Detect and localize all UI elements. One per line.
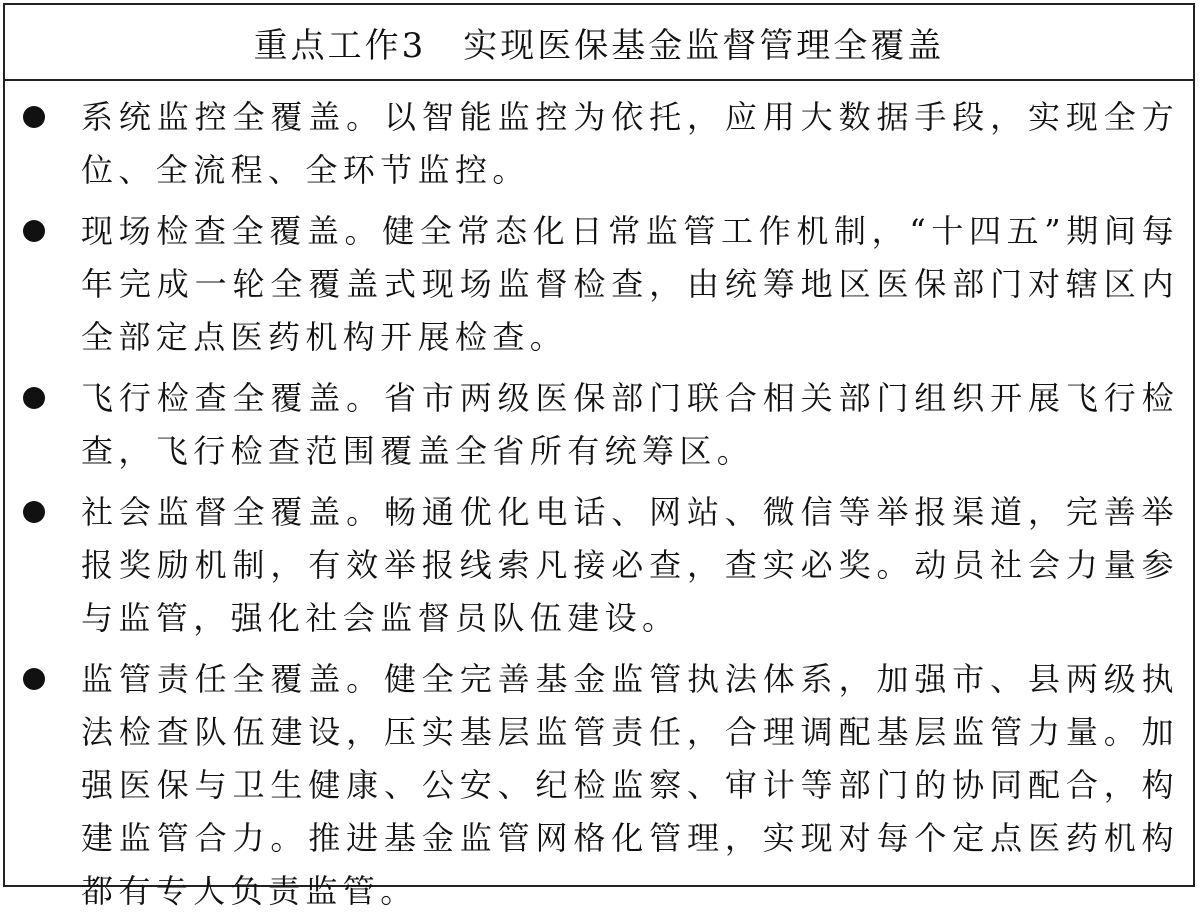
bullet-icon: [23, 106, 45, 128]
list-item-text: 系统监控全覆盖。以智能监控为依托，应用大数据手段，实现全方位、全流程、全环节监控。: [81, 98, 1179, 189]
bullet-icon: [23, 387, 45, 409]
bullet-list: [5, 91, 1193, 918]
list-item-text: 飞行检查全覆盖。省市两级医保部门联合相关部门组织开展飞行检查，飞行检查范围覆盖全省所有统筹区。: [81, 379, 1179, 470]
list-item-text: 现场检查全覆盖。健全常态化日常监管工作机制，“十四五”期间每年完成一轮全覆盖式现场监督检查，由统筹地区医保部门对辖区内全部定点医药机构开展检查。: [81, 212, 1179, 356]
bullet-icon: [23, 220, 45, 242]
list-item-text: 社会监督全覆盖。畅通优化电话、网站、微信等举报渠道，完善举报奖励机制，有效举报线索凡接必查，查实必奖。动员社会力量参与监管，强化社会监督员队伍建设。: [81, 493, 1179, 637]
list-item: [5, 486, 1193, 645]
list-item-text: 监管责任全覆盖。健全完善基金监管执法体系，加强市、县两级执法检查队伍建设，压实基层监管责任，合理调配基层监管力量。加强医保与卫生健康、公安、纪检监察、审计等部门的协同配合，构建监管合力。推进基金监管网格化管理，实现对每个定点医药机构都有专人负责监管。: [81, 660, 1179, 910]
list-item: [5, 372, 1193, 478]
bullet-icon: [23, 668, 45, 690]
list-item: [5, 205, 1193, 364]
bullet-icon: [23, 501, 45, 523]
list-item: [5, 653, 1193, 918]
key-work-box: [3, 3, 1195, 910]
box-title: 重点工作3 实现医保基金监督管理全覆盖: [5, 5, 1193, 81]
list-item: [5, 91, 1193, 197]
